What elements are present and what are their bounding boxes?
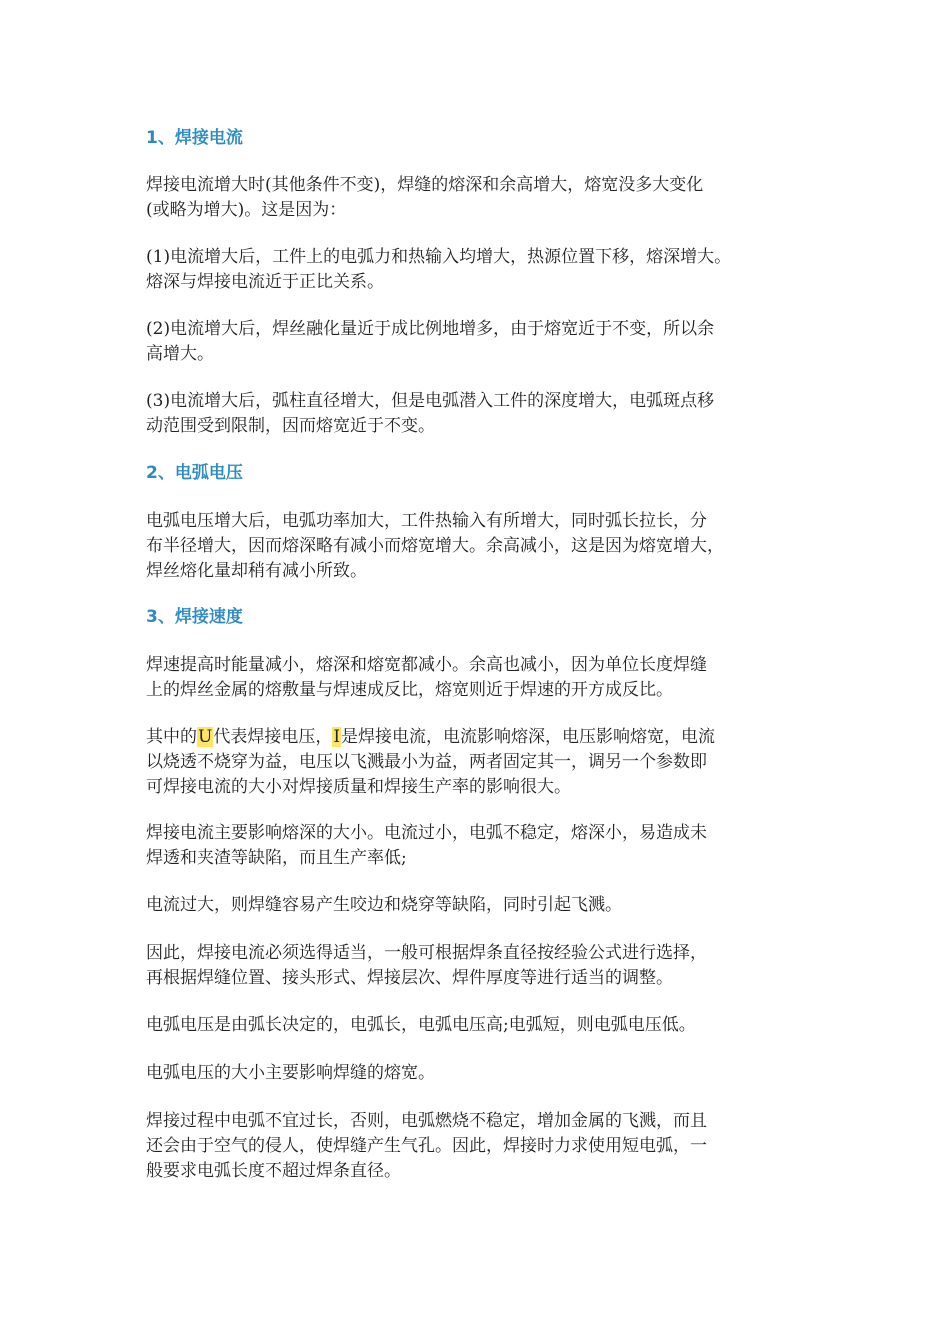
text-line: 焊接过程中电弧不宜过长，否则，电弧燃烧不稳定，增加金属的飞溅，而且 xyxy=(146,1111,707,1131)
text-line: (3)电流增大后，弧柱直径增大，但是电弧潜入工件的深度增大，电弧斑点移 xyxy=(146,391,715,411)
text-line: 般要求电弧长度不超过焊条直径。 xyxy=(146,1161,401,1181)
text-line: 焊速提高时能量减小，熔深和熔宽都减小。余高也减小，因为单位长度焊缝 xyxy=(146,655,707,675)
text-run: 其中的 xyxy=(146,727,197,747)
text-line: (2)电流增大后，焊丝融化量近于成比例地增多，由于熔宽近于不变，所以余 xyxy=(146,319,715,339)
text-run: 代表焊接电压， xyxy=(213,727,333,747)
paragraph xyxy=(146,653,826,703)
paragraph xyxy=(146,821,826,871)
highlight-i: I xyxy=(333,727,341,747)
text-line: 上的焊丝金属的熔敷量与焊速成反比，熔宽则近于焊速的开方成反比。 xyxy=(146,680,673,700)
paragraph xyxy=(146,173,826,223)
text-line: 可焊接电流的大小对焊接质量和焊接生产率的影响很大。 xyxy=(146,777,571,797)
text-line: 因此，焊接电流必须选得适当，一般可根据焊条直径按经验公式进行选择， xyxy=(146,943,707,963)
text-line: 动范围受到限制，因而熔宽近于不变。 xyxy=(146,416,435,436)
paragraph xyxy=(146,245,826,295)
text-line: 焊接电流增大时(其他条件不变)，焊缝的熔深和余高增大，熔宽没多大变化 xyxy=(146,175,704,195)
paragraph xyxy=(146,509,826,584)
text-line: 高增大。 xyxy=(146,344,214,364)
text-line: (或略为增大)。这是因为： xyxy=(146,200,347,220)
text-line: 电弧电压增大后，电弧功率加大，工件热输入有所增大，同时弧长拉长，分 xyxy=(146,511,707,531)
text-line: 再根据焊缝位置、接头形式、焊接层次、焊件厚度等进行适当的调整。 xyxy=(146,968,673,988)
section-heading-welding-current: 1、焊接电流 xyxy=(146,128,243,148)
paragraph xyxy=(146,893,826,918)
paragraph xyxy=(146,1061,826,1086)
text-line: 以烧透不烧穿为益，电压以飞溅最小为益，两者固定其一，调另一个参数即 xyxy=(146,752,707,772)
text-line: 熔深与焊接电流近于正比关系。 xyxy=(146,272,384,292)
paragraph xyxy=(146,389,826,439)
text-line: 焊接电流主要影响熔深的大小。电流过小，电弧不稳定，熔深小，易造成未 xyxy=(146,823,707,843)
paragraph xyxy=(146,1109,826,1184)
text-line: 焊透和夹渣等缺陷，而且生产率低; xyxy=(146,848,407,868)
text-line: 还会由于空气的侵人，使焊缝产生气孔。因此，焊接时力求使用短电弧，一 xyxy=(146,1136,707,1156)
text-line: 焊丝熔化量却稍有减小所致。 xyxy=(146,561,367,581)
section-heading-welding-speed: 3、焊接速度 xyxy=(146,607,243,627)
text-line: 布半径增大，因而熔深略有减小而熔宽增大。余高减小，这是因为熔宽增大， xyxy=(146,536,724,556)
highlight-u: U xyxy=(198,727,213,747)
paragraph xyxy=(146,1013,826,1038)
text-line xyxy=(146,725,826,750)
text-line: (1)电流增大后，工件上的电弧力和热输入均增大，热源位置下移，熔深增大。 xyxy=(146,247,732,267)
text-run: 是焊接电流，电流影响熔深，电压影响熔宽，电流 xyxy=(341,727,716,747)
text-line: 电弧电压是由弧长决定的，电弧长，电弧电压高;电弧短，则电弧电压低。 xyxy=(146,1015,696,1035)
paragraph xyxy=(146,725,826,800)
paragraph xyxy=(146,941,826,991)
text-line: 电流过大，则焊缝容易产生咬边和烧穿等缺陷，同时引起飞溅。 xyxy=(146,895,622,915)
text-line: 电弧电压的大小主要影响焊缝的熔宽。 xyxy=(146,1063,435,1083)
section-heading-arc-voltage: 2、电弧电压 xyxy=(146,463,243,483)
paragraph xyxy=(146,317,826,367)
